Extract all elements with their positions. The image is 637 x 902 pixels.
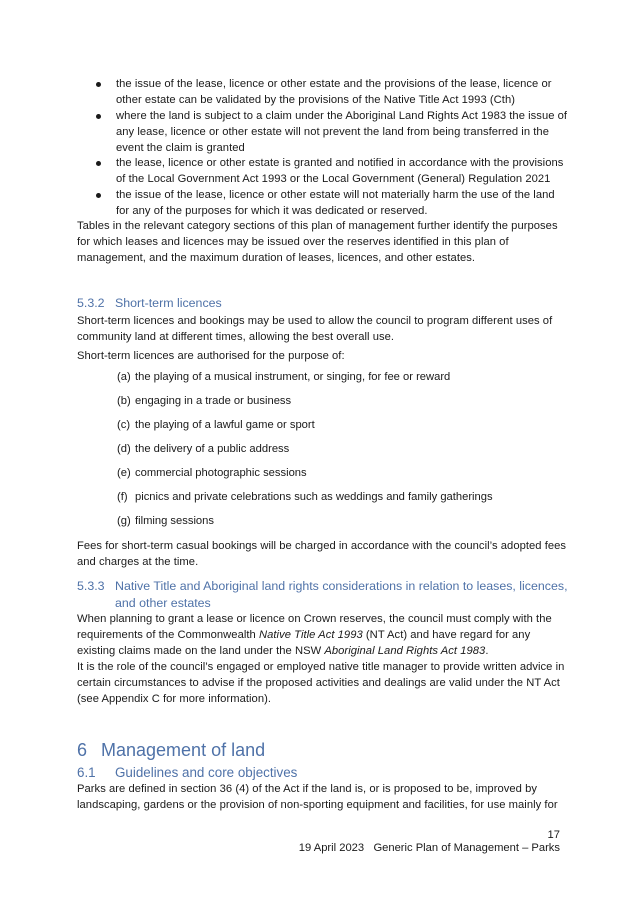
section-title: Management of land: [101, 740, 266, 760]
list-item: [117, 393, 291, 409]
bullet-icon: [96, 161, 101, 166]
bullet-text: where the land is subject to a claim under the Aboriginal Land Rights Act 1983 the issue of any lease, licence or other estate will not prevent the land from being transferred in the event the claim is granted: [116, 110, 568, 154]
list-marker: (c): [117, 419, 131, 431]
section-title-line1: Native Title and Aboriginal land rights considerations in relation to leases, licences,: [115, 579, 568, 593]
section-title: Short-term licences: [115, 296, 222, 310]
footer-doc-title: Generic Plan of Management – Parks: [373, 842, 560, 854]
section-heading-5-3-3: [77, 578, 569, 612]
section-number: 6.1: [77, 765, 96, 780]
list-item: [117, 417, 315, 433]
section-title: Guidelines and core objectives: [115, 765, 298, 780]
native-title-paragraph: [77, 611, 569, 659]
list-text: engaging in a trade or business: [135, 395, 292, 407]
act-name: Aboriginal Land Rights Act 1983: [324, 645, 486, 657]
list-marker: (d): [117, 443, 131, 455]
list-marker: (b): [117, 395, 131, 407]
list-item: [117, 489, 493, 505]
list-text: commercial photographic sessions: [135, 467, 307, 479]
authorised-paragraph: Short-term licences are authorised for the purpose of:: [77, 350, 345, 362]
paragraph-text: .: [485, 645, 489, 657]
list-text: the playing of a musical instrument, or singing, for fee or reward: [135, 371, 451, 383]
section-heading-5-3-2: [77, 295, 222, 312]
bullet-icon: [96, 82, 101, 87]
short-term-paragraph: Short-term licences and bookings may be used to allow the council to program different uses of community land at different times, allowing the best overall use.: [77, 315, 553, 343]
list-item: [117, 369, 450, 385]
act-name: Native Title Act 1993: [258, 629, 363, 641]
section-title-line2: and other estates: [115, 596, 211, 610]
footer-date: 19 April 2023: [298, 842, 365, 854]
fees-paragraph: Fees for short-term casual bookings will be charged in accordance with the council’s adopted fees and charges at the time.: [77, 540, 567, 568]
page-number: 17: [547, 829, 560, 841]
list-marker: (g): [117, 515, 131, 527]
list-text: filming sessions: [135, 515, 214, 527]
paragraph-text: (NT Act) and have regard for any existing claims made on the land under the NSW: [77, 629, 531, 657]
list-text: the delivery of a public address: [135, 443, 290, 455]
paragraph-text: When planning to grant a lease or licence on Crown reserves, the council must comply with the requirements of the Commonwealth: [77, 613, 552, 641]
section-number: 5.3.2: [77, 296, 105, 310]
list-text: the playing of a lawful game or sport: [135, 419, 315, 431]
section-heading-6-1: [77, 764, 297, 782]
bullet-text: the lease, licence or other estate is granted and notified in accordance with the provisions of the Local Government Act 1993 or the Local Government (General) Regulation 2021: [116, 157, 564, 185]
bullet-icon: [96, 114, 101, 119]
bullet-icon: [96, 193, 101, 198]
list-marker: (e): [117, 467, 131, 479]
native-title-manager-paragraph: It is the role of the council’s engaged or employed native title manager to provide written advice in certain circumstances to advise if the proposed activities and dealings are valid under the NT Act (see Appendix C for more information).: [77, 661, 565, 705]
list-marker: (a): [117, 371, 131, 383]
list-item: [117, 441, 289, 457]
list-text: picnics and private celebrations such as weddings and family gatherings: [135, 491, 493, 503]
list-item: [117, 513, 214, 529]
list-item: [117, 465, 307, 481]
section-heading-6: [77, 739, 265, 761]
bullet-text: the issue of the lease, licence or other estate will not materially harm the use of the land for any of the purposes for which it was dedicated or reserved.: [116, 189, 555, 217]
section-number: 6: [77, 740, 88, 760]
list-marker: (f): [117, 491, 128, 503]
section-number: 5.3.3: [77, 579, 105, 593]
parks-definition-paragraph: Parks are defined in section 36 (4) of the Act if the land is, or is proposed to be, improved by landscaping, gardens or the provision of non-sporting equipment and facilities, for use mainly for: [77, 783, 558, 811]
tables-paragraph: Tables in the relevant category sections of this plan of management further identify the purposes for which leases and licences may be issued over the reserves identified in this plan of management, and the maximum duration of leases, licences, and other estates.: [77, 220, 558, 264]
page-footer: [299, 842, 560, 854]
bullet-text: the issue of the lease, licence or other estate and the provisions of the lease, licence or other estate can be validated by the provisions of the Native Title Act 1993 (Cth): [116, 78, 552, 106]
